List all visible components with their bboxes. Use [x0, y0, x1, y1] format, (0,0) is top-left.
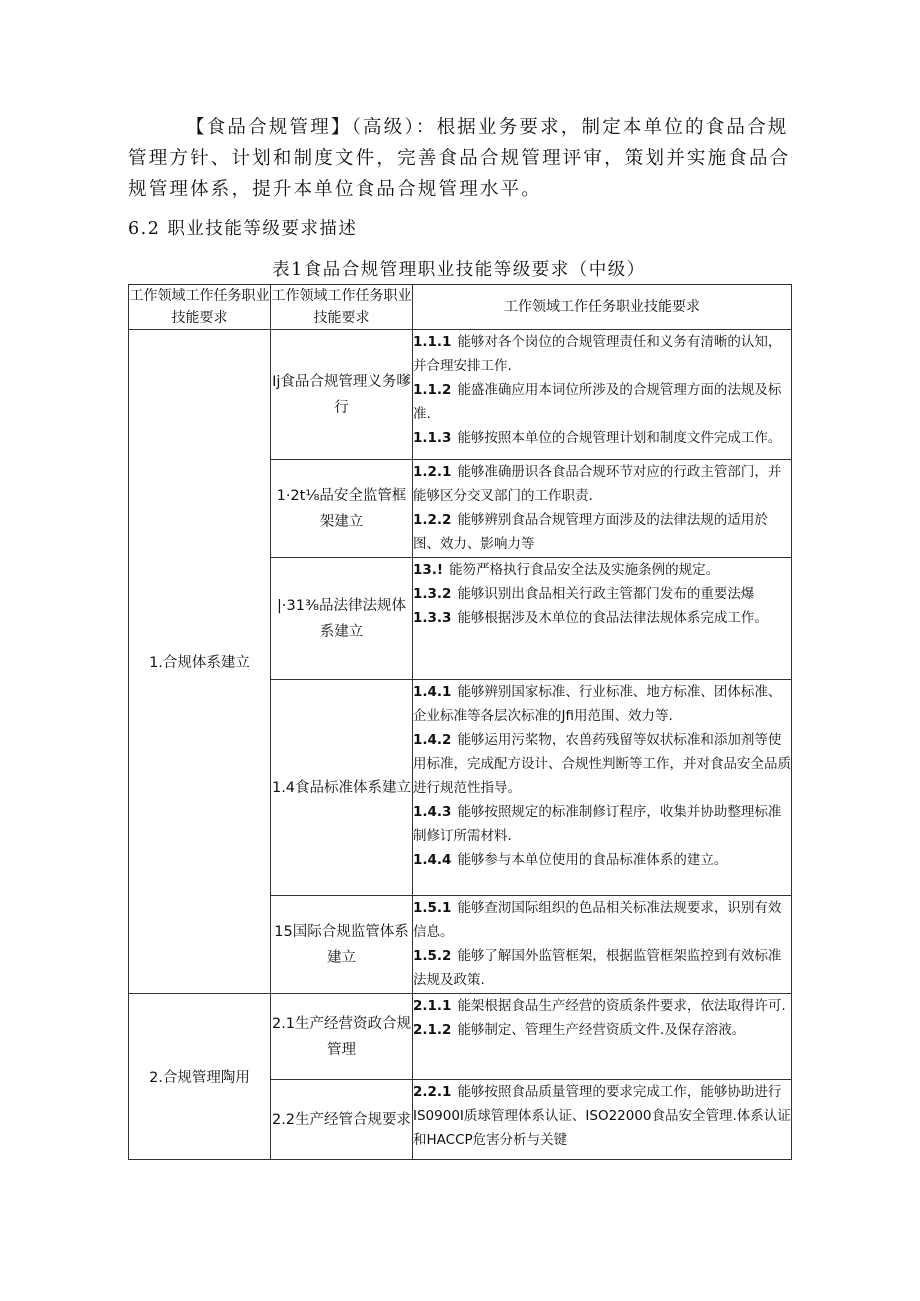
skill-item: [413, 606, 791, 630]
header-cell-area: 工作领域工作任务职业技能要求: [129, 285, 271, 330]
skill-number: 1.5.2: [413, 948, 452, 964]
skill-text: 能够准确册识各食品合规环节对应的行政主管部门，并能够区分交叉部门的工作职责.: [413, 464, 782, 504]
table-body: [129, 330, 792, 1160]
skill-item: [413, 582, 791, 606]
skill-number: 1.4.1: [413, 684, 452, 700]
skill-text: 能够辨别国家标准、行业标准、地方标准、团体标准、企业标准等各层次标准的Jfi用范围、效力等.: [413, 684, 782, 724]
work-task-cell: 1.4食品标准体系建立: [271, 680, 413, 896]
work-area-cell: 2.合规管理陶用: [129, 994, 271, 1160]
table-caption: 表1食品合规管理职业技能等级要求（中级）: [272, 260, 646, 280]
skill-text: 能够辨别食品合规管理方面涉及的法律法规的适用於图、效力、影响力等: [413, 512, 768, 552]
skill-item: [413, 378, 791, 426]
skill-number: 1.1.2: [413, 382, 452, 398]
skill-text: 能够运用污桨物，农兽药残留等奴状标准和添加剂等使用标准，完成配方设计、合规性判断等工作，并对食品安全品质进行规范性指导。: [413, 732, 791, 796]
skill-item: [413, 508, 791, 556]
table-header-row: [129, 285, 792, 330]
skill-text: 能笏严格执行食品安全法及实施条例的规定。: [449, 562, 720, 578]
skill-text: 能够了解国外监管框架，根据监管框架监控到有效标准法规及政策.: [413, 948, 782, 988]
skills-requirement-table: [128, 284, 792, 1160]
skill-item: [413, 1018, 791, 1042]
skill-number: 1.3.2: [413, 586, 452, 602]
work-task-cell: 1·2t⅛品安全监管框架建立: [271, 460, 413, 558]
skill-number: 2.1.1: [413, 998, 452, 1014]
skill-number: 1.2.2: [413, 512, 452, 528]
skill-item: [413, 994, 791, 1018]
skill-number: 1.5.1: [413, 900, 452, 916]
skill-number: 1.1.1: [413, 334, 452, 350]
skill-text: 能架根据食品生产经营的资质条件要求，依法取得许可.: [457, 998, 786, 1014]
skill-item: [413, 848, 791, 872]
skill-number: 1.2.1: [413, 464, 452, 480]
work-task-cell: 2.2生产经管合规要求: [271, 1080, 413, 1160]
skill-text: 能够按照食品质量管理的要求完成工作，能够协助进行IS0900I质球管理体系认证、ISO22000食品安全管理.体系认证和HACCP危害分析与关键: [413, 1084, 791, 1148]
skill-number: 2.2.1: [413, 1084, 452, 1100]
skill-item: [413, 460, 791, 508]
skill-item: [413, 896, 791, 944]
skill-item: [413, 1080, 791, 1152]
skill-item: [413, 944, 791, 992]
skill-number: 2.1.2: [413, 1022, 452, 1038]
table-row: [129, 330, 792, 460]
skill-requirements-cell: [413, 558, 792, 680]
skill-text: 能够对各个岗位的合规管理责任和义务有清晰的认知，并合理安排工作.: [413, 334, 782, 374]
skill-requirements-cell: [413, 896, 792, 994]
skill-text: 能够按照本单位的合规管理计划和制度文件完成工作。: [457, 430, 782, 446]
skill-text: 能够按照规定的标准制修订程序，收集并协助整理标准制修订所需材料.: [413, 804, 782, 844]
section-heading: 6.2 职业技能等级要求描述: [128, 219, 358, 239]
skill-requirements-cell: [413, 460, 792, 558]
skill-text: 能够根据涉及木单位的食品法律法规体系完成工作。: [457, 610, 768, 626]
work-task-cell: |·31⅜品法律法规体系建立: [271, 558, 413, 680]
skill-text: 能够查沏国际组织的色品相关标准法规要求，识别有效信息。: [413, 900, 782, 940]
skill-requirements-cell: [413, 330, 792, 460]
skill-item: [413, 426, 791, 450]
skill-number: 1.3.3: [413, 610, 452, 626]
skill-item: [413, 800, 791, 848]
skill-number: 1.4.3: [413, 804, 452, 820]
work-task-cell: Ij食品合规管理义务嗲行: [271, 330, 413, 460]
skill-text: 能够参与本单位使用的食品标准体系的建立。: [457, 852, 728, 868]
skill-number: 13.!: [413, 562, 444, 578]
work-task-cell: 15国际合规监管体系建立: [271, 896, 413, 994]
skill-requirements-cell: [413, 680, 792, 896]
work-task-cell: 2.1生产经营资政合规管理: [271, 994, 413, 1080]
skill-item: [413, 728, 791, 800]
skill-item: [413, 330, 791, 378]
header-cell-skill: 工作领域工作任务职业技能要求: [413, 285, 792, 330]
skill-text: 能盛准确应用本词位所涉及的合规管理方面的法规及标准.: [413, 382, 782, 422]
skill-number: 1.1.3: [413, 430, 452, 446]
skill-item: [413, 680, 791, 728]
header-cell-task: 工作领域工作任务职业技能要求: [271, 285, 413, 330]
work-area-cell: 1.合规体系建立: [129, 330, 271, 994]
intro-paragraph: 【食品合规管理】（高级）：根据业务要求，制定本单位的食品合规管理方针、计划和制度文件，完善食品合规管理评审，策划并实施食品合规管理体系，提升本单位食品合规管理水平。: [128, 117, 791, 200]
skill-item: [413, 558, 791, 582]
skill-number: 1.4.2: [413, 732, 452, 748]
table-row: [129, 994, 792, 1080]
skill-requirements-cell: [413, 1080, 792, 1160]
skill-number: 1.4.4: [413, 852, 452, 868]
skill-text: 能够制定、管理生产经营资质文件.及保存溶液。: [457, 1022, 746, 1038]
skill-text: 能够识别出食品相关行政主管都门发布的重要法爆: [457, 586, 755, 602]
skill-requirements-cell: [413, 994, 792, 1080]
